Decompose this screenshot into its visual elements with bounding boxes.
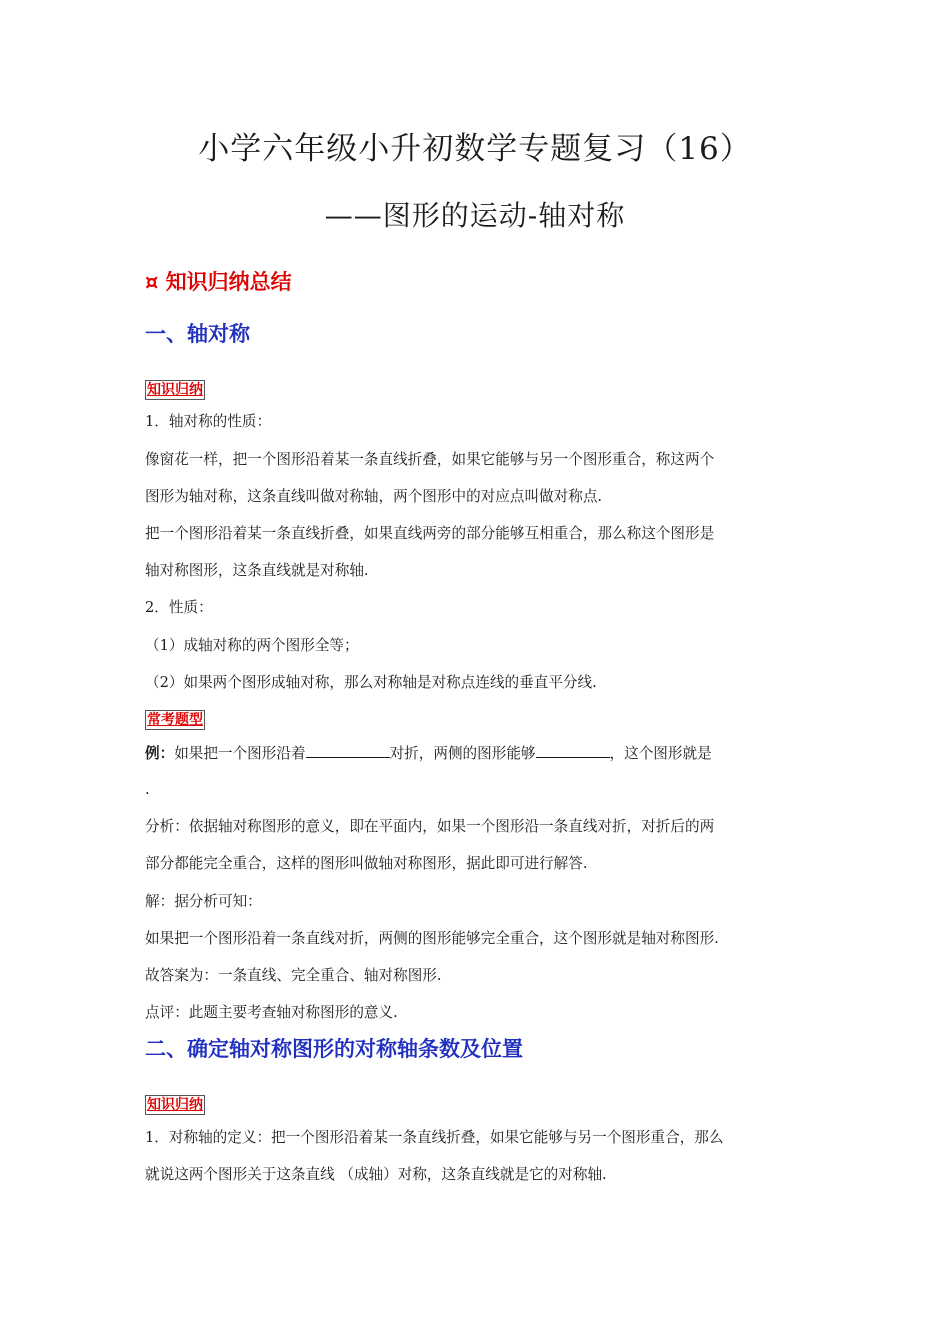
- paragraph-line: 2．性质：: [145, 599, 213, 616]
- example-text-part: ，这个图形就是: [609, 745, 712, 762]
- answer-blank: [306, 741, 390, 758]
- exam-question-tag: 常考题型: [147, 712, 203, 728]
- paragraph-line: 把一个图形沿着某一条直线折叠，如果直线两旁的部分能够互相重合，那么称这个图形是: [145, 525, 715, 542]
- paragraph-line: （2）如果两个图形成轴对称，那么对称轴是对称点连线的垂直平分线.: [145, 674, 597, 691]
- comment-line: 点评：此题主要考查轴对称图形的意义.: [145, 1004, 398, 1021]
- knowledge-tag: 知识归纳: [147, 1097, 203, 1113]
- paragraph-line: 1．轴对称的性质：: [145, 413, 272, 430]
- paragraph-line: 1．对称轴的定义：把一个图形沿着某一条直线折叠，如果它能够与另一个图形重合，那么: [145, 1129, 724, 1146]
- paragraph-line: 图形为轴对称，这条直线叫做对称轴，两个图形中的对应点叫做对称点.: [145, 488, 603, 505]
- knowledge-tag: 知识归纳: [147, 382, 203, 398]
- paragraph-line: 像窗花一样，把一个图形沿着某一条直线折叠，如果它能够与另一个图形重合，称这两个: [145, 451, 715, 468]
- paragraph-line: 轴对称图形，这条直线就是对称轴.: [145, 562, 369, 579]
- knowledge-summary-heading: ¤ 知识归纳总结: [145, 270, 292, 294]
- paragraph-line: （1）成轴对称的两个图形全等；: [145, 637, 359, 654]
- analysis-line: 分析：依据轴对称图形的意义，即在平面内，如果一个图形沿一条直线对折，对折后的两: [145, 818, 715, 835]
- section-heading-axial-symmetry: 一、轴对称: [145, 322, 250, 346]
- solution-line: 如果把一个图形沿着一条直线对折，两侧的图形能够完全重合，这个图形就是轴对称图形.: [145, 930, 719, 947]
- solution-line: 解：据分析可知：: [145, 893, 262, 910]
- example-question-end: .: [145, 781, 150, 798]
- section-heading-symmetry-axis-count: 二、确定轴对称图形的对称轴条数及位置: [145, 1037, 523, 1061]
- answer-line: 故答案为：一条直线、完全重合、轴对称图形.: [145, 967, 442, 984]
- example-text-part: 对折，两侧的图形能够: [389, 745, 536, 762]
- paragraph-line: 就说这两个图形关于这条直线 （成轴）对称，这条直线就是它的对称轴.: [145, 1166, 607, 1183]
- answer-blank: [536, 741, 610, 758]
- page-subtitle: ——图形的运动-轴对称: [324, 199, 626, 232]
- analysis-line: 部分都能完全重合，这样的图形叫做轴对称图形，据此即可进行解答.: [145, 855, 588, 872]
- example-question: [145, 741, 810, 766]
- page-title: 小学六年级小升初数学专题复习（16）: [198, 131, 752, 167]
- example-text-part: 如果把一个图形沿着: [174, 745, 306, 762]
- example-label: 例：: [145, 745, 175, 762]
